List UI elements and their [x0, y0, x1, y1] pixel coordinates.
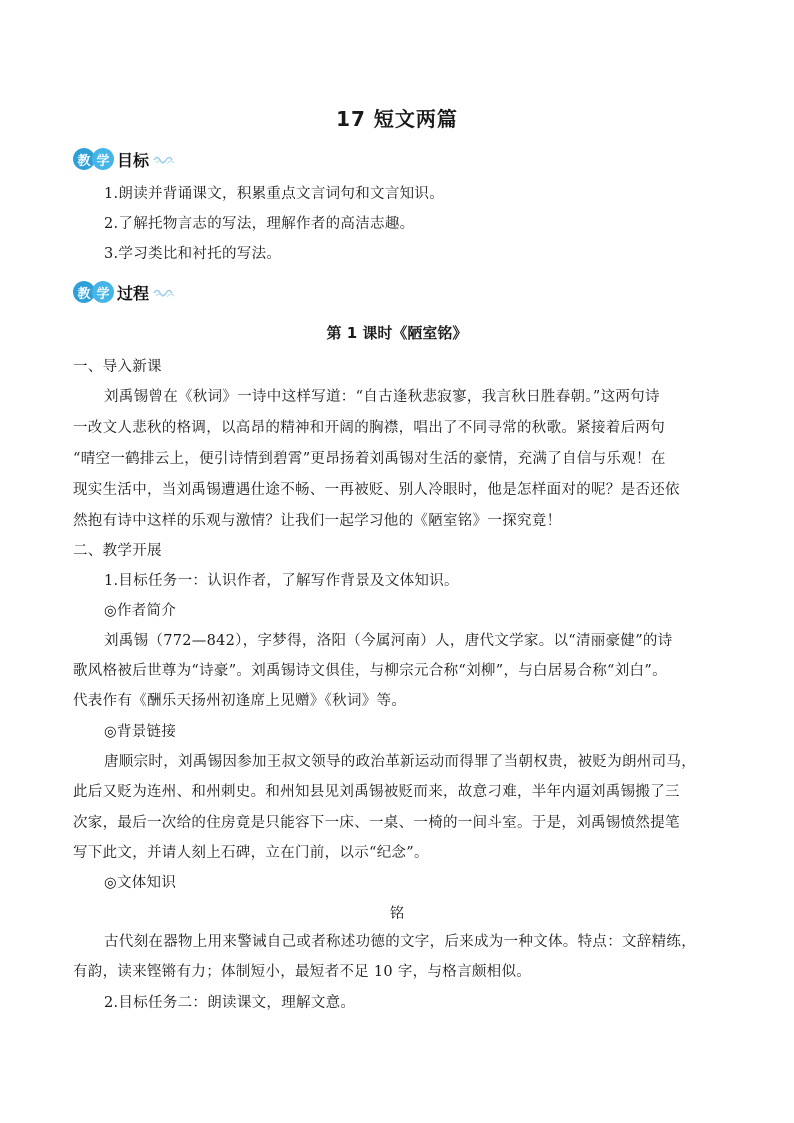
page-title: 17 短文两篇: [336, 107, 458, 131]
background-line-1: 唐顺宗时，刘禹锡因参加王叔文领导的政治革新运动而得罪了当朝权贵，被贬为朗州司马，: [104, 754, 696, 770]
genre-heading: ◎文体知识: [104, 875, 177, 891]
intro-line-2: 一改文人悲秋的格调，以高昂的精神和开阔的胸襟，唱出了不同寻常的秋歌。紧接着后两句: [73, 420, 665, 436]
genre-line-2: 有韵，读来铿锵有力；体制短小，最短者不足 10 字，与格言颇相似。: [73, 964, 532, 980]
goal-item-1: 1.朗读并背诵课文，积累重点文言词句和文言知识。: [104, 186, 445, 202]
goals-section-header: [73, 147, 175, 171]
wave-decoration-icon: [153, 154, 175, 164]
author-heading: ◎作者简介: [104, 603, 177, 619]
background-line-3: 次家，最后一次给的住房竟是只能容下一床、一桌、一椅的一间斗室。于是，刘禹锡愤然提笔: [73, 815, 680, 831]
author-line-1: 刘禹锡（772—842），字梦得，洛阳（今属河南）人，唐代文学家。以“清丽豪健”的诗: [104, 633, 673, 649]
author-line-2: 歌风格被后世尊为“诗豪”。刘禹锡诗文俱佳，与柳宗元合称“刘柳”，与白居易合称“刘白”。: [73, 663, 667, 679]
goal-item-2: 2.了解托物言志的写法，理解作者的高洁志趣。: [104, 216, 415, 232]
goal-item-3: 3.学习类比和衬托的写法。: [104, 246, 282, 262]
goals-badge-2: 学: [92, 148, 114, 170]
background-heading: ◎背景链接: [104, 724, 177, 740]
intro-line-1: 刘禹锡曾在《秋词》一诗中这样写道：“自古逢秋悲寂寥，我言秋日胜春朝。”这两句诗: [104, 389, 660, 405]
background-line-2: 此后又贬为连州、和州刺史。和州知县见刘禹锡被贬而来，故意刁难，半年内逼刘禹锡搬了三: [73, 784, 680, 800]
process-section-header: [73, 280, 175, 304]
process-badge-2: 学: [92, 281, 114, 303]
goals-badge-1: 教: [73, 148, 95, 170]
lesson-title: 第 1 课时《陋室铭》: [326, 324, 468, 342]
part2-heading: 二、教学开展: [73, 543, 162, 559]
author-line-3: 代表作有《酬乐天扬州初逢席上见赠》《秋词》等。: [73, 693, 407, 709]
intro-line-3: “晴空一鹤排云上，便引诗情到碧霄”更昂扬着刘禹锡对生活的豪情，充满了自信与乐观！在: [73, 451, 666, 467]
task2-text: 2.目标任务二：朗读课文，理解文意。: [104, 995, 356, 1011]
wave-decoration-icon: [153, 287, 175, 297]
task1-text: 1.目标任务一：认识作者，了解写作背景及文体知识。: [104, 573, 459, 589]
genre-line-1: 古代刻在器物上用来警诫自己或者称述功德的文字，后来成为一种文体。特点：文辞精练，: [104, 934, 696, 950]
goals-label: 目标: [117, 150, 150, 170]
intro-line-4: 现实生活中，当刘禹锡遭遇仕途不畅、一再被贬、别人冷眼时，他是怎样面对的呢？是否还依: [73, 482, 680, 498]
background-line-4: 写下此文，并请人刻上石碑，立在门前，以示“纪念”。: [73, 845, 429, 861]
part1-heading: 一、导入新课: [73, 359, 162, 375]
genre-word: 铭: [389, 906, 405, 922]
process-label: 过程: [117, 283, 150, 303]
intro-line-5: 然抱有诗中这样的乐观与激情？让我们一起学习他的《陋室铭》一探究竟！: [73, 513, 562, 529]
process-badge-1: 教: [73, 281, 95, 303]
